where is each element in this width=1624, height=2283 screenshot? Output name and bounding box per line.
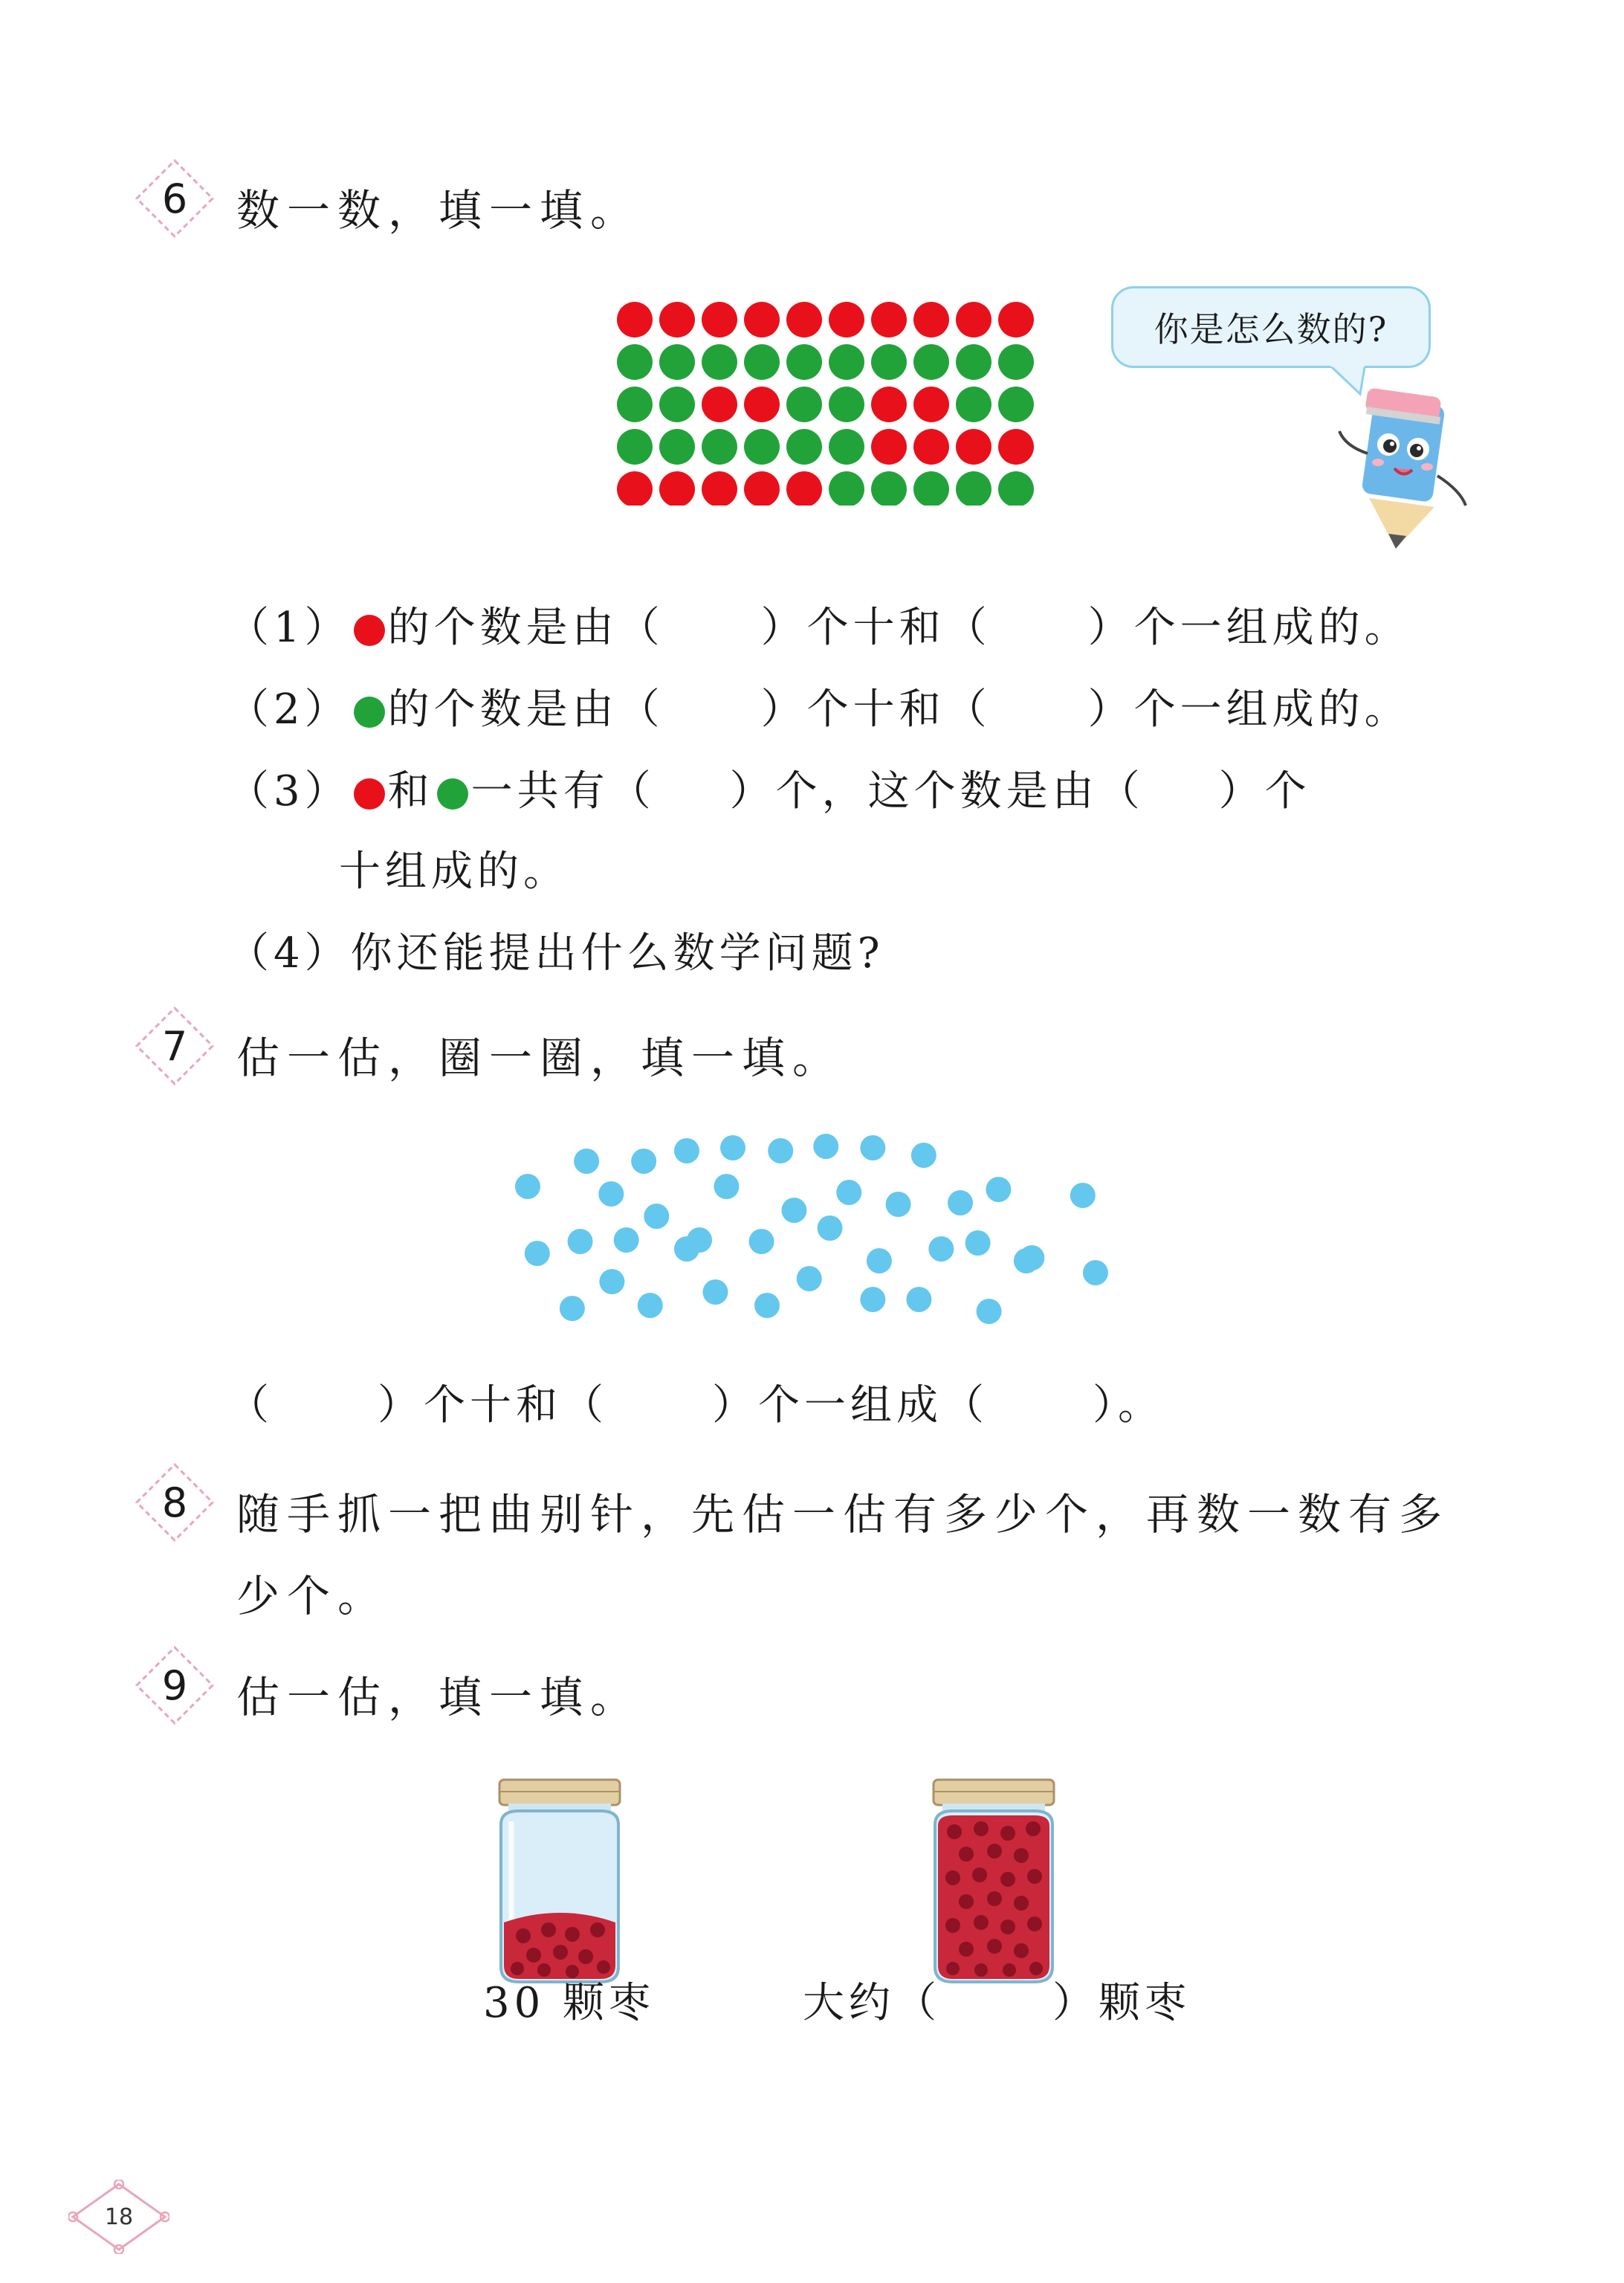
green-dot [786,429,822,465]
question-6-number: 6 [161,175,188,222]
green-dot [617,387,653,422]
blue-dot [977,1299,1002,1324]
red-dot [913,302,949,338]
red-dot-icon [354,615,385,646]
blue-dot [867,1248,892,1273]
green-dot [956,344,991,380]
green-dot [871,344,907,380]
green-dot [998,344,1034,380]
red-dot [913,387,949,422]
page-number: 18 [104,2203,134,2230]
jar-with-few-dates-icon [489,1777,630,1985]
blue-dot [631,1149,656,1174]
green-dot [786,344,822,380]
blue-dot [911,1143,936,1168]
blue-dot [986,1177,1011,1202]
q6-line-2-text-b: ）个十和（ [760,685,991,734]
red-dot [956,429,991,465]
q6-line-4: （4）你还能提出什么数学问题? [227,929,884,978]
blue-dot [644,1204,669,1229]
green-dot [829,471,864,506]
blue-dot [906,1287,931,1312]
question-6-title: 数一数，填一填。 [236,185,641,236]
q6-line-3-and: 和 [387,767,434,816]
jar-2-label [803,1970,1191,2029]
question-8-badge [134,1462,216,1543]
q7-fill-text-d: ）。 [1093,1381,1164,1430]
page-number-badge [68,2180,169,2254]
green-dot [617,429,653,465]
red-dot [871,302,907,338]
green-dot [913,344,949,380]
pencil-mascot-icon [1323,379,1479,550]
blue-dot [1014,1248,1039,1273]
blue-dot [574,1149,599,1174]
green-dot [829,344,864,380]
green-dot [659,344,695,380]
green-dot [829,429,864,465]
red-dot [702,302,737,338]
blue-dot [674,1236,699,1262]
red-dot [998,429,1034,465]
red-dot [998,302,1034,338]
red-dot [617,302,653,338]
speech-bubble-text: 你是怎么数的? [1154,309,1388,349]
q6-line-3-text-c: ）个 [1218,767,1311,816]
q6-line-1-text-b: ）个十和（ [760,604,991,652]
question-7-badge [134,1005,216,1087]
blue-dot [965,1230,991,1256]
blue-dot-scatter [505,1115,1219,1338]
jar-1-label: 30 颗枣 [483,1979,656,2027]
red-dot [786,302,822,338]
blue-dot [720,1135,745,1160]
red-dot-icon [354,778,385,810]
blue-dot [860,1287,885,1312]
green-dot [659,387,695,422]
q7-fill-text-a: （ [227,1381,274,1430]
q6-line-1-prefix: （1） [227,604,351,652]
q6-line-1 [227,595,1411,654]
question-8-number: 8 [161,1479,188,1526]
blue-dot [813,1134,838,1159]
green-dot [702,344,737,380]
blue-dot [928,1236,954,1262]
green-dot [617,344,653,380]
green-dot [998,471,1034,506]
question-9-number: 9 [161,1662,188,1709]
q6-line-3-text-a: 一共有（ [470,767,656,816]
q6-line-2-text-a: 的个数是由（ [387,685,664,734]
blue-dot [1083,1260,1108,1285]
green-dot [786,387,822,422]
red-dot [617,471,653,506]
question-9-badge [134,1644,216,1726]
q6-line-2-prefix: （2） [227,685,351,734]
jar-2-label-text-b: ）颗枣 [1052,1979,1191,2027]
q6-line-3-continued: 十组成的。 [339,847,569,896]
red-dot [913,429,949,465]
blue-dot [754,1293,780,1318]
green-dot [744,429,780,465]
q6-line-2 [227,676,1411,736]
blue-dot [797,1266,822,1291]
blue-dot [638,1293,663,1318]
q6-line-1-text-a: 的个数是由（ [387,604,664,652]
blue-dot [749,1229,774,1254]
blue-dot [560,1296,585,1321]
question-6-badge [134,158,216,239]
blue-dot [515,1174,540,1199]
green-dot [956,387,991,422]
red-dot [786,471,822,506]
q6-line-3-prefix: （3） [227,767,351,816]
q6-line-3 [227,758,1311,818]
green-dot [871,471,907,506]
red-dot [702,387,737,422]
red-dot [871,387,907,422]
red-dot [659,471,695,506]
red-dot [871,429,907,465]
red-dot [744,387,780,422]
blue-dot [598,1181,624,1207]
red-dot [744,302,780,338]
blue-dot [714,1174,739,1199]
red-dot [659,302,695,338]
blue-dot [768,1138,793,1163]
jar-2-label-text-a: 大约（ [803,1979,941,2027]
blue-dot [1070,1183,1096,1208]
q6-line-3-text-b: ）个，这个数是由（ [729,767,1145,816]
speech-bubble [1111,286,1431,368]
question-8-line-2: 少个。 [236,1571,389,1621]
q7-fill-line [227,1372,1164,1432]
green-dot-icon [437,778,468,810]
green-dot [659,429,695,465]
green-dot [998,387,1034,422]
green-dot [913,471,949,506]
q7-fill-text-b: ）个十和（ [378,1381,608,1430]
red-green-dot-grid [609,297,1041,506]
green-dot [702,429,737,465]
red-dot [744,471,780,506]
blue-dot [948,1190,973,1215]
blue-dot [568,1229,593,1254]
blue-dot [702,1279,728,1305]
blue-dot [599,1269,624,1294]
blue-dot [674,1138,699,1163]
blue-dot [781,1198,806,1223]
green-dot [956,471,991,506]
red-dot [956,302,991,338]
question-7-title: 估一估，圈一圈，填一填。 [236,1033,844,1083]
blue-dot [836,1180,861,1205]
jar-full-of-dates-icon [923,1777,1064,1985]
green-dot [829,387,864,422]
red-dot [829,302,864,338]
q7-fill-text-c: ）个一组成（ [712,1381,989,1430]
blue-dot [525,1241,550,1266]
q6-line-1-text-c: ）个一组成的。 [1087,604,1411,652]
red-dot [702,471,737,506]
blue-dot [886,1192,911,1217]
blue-dot [860,1135,885,1160]
green-dot-icon [354,697,385,728]
blue-dot [818,1215,843,1241]
question-7-number: 7 [161,1022,188,1070]
question-9-title: 估一估，填一填。 [236,1672,641,1722]
blue-dot [614,1227,639,1253]
question-8-line-1: 随手抓一把曲别针，先估一估有多少个，再数一数有多 [236,1489,1450,1540]
green-dot [744,344,780,380]
q6-line-2-text-c: ）个一组成的。 [1087,685,1411,734]
